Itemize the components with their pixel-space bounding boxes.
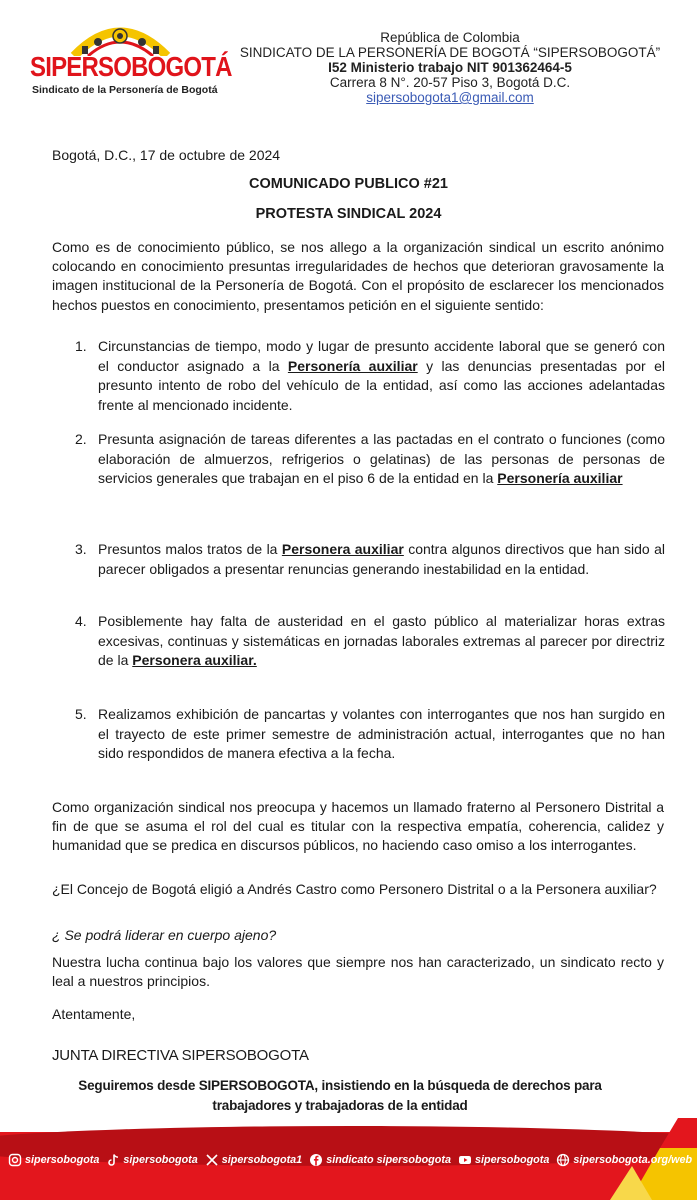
logo-tagline: Sindicato de la Personería de Bogotá <box>32 84 218 96</box>
list-item-number: 5. <box>75 706 87 722</box>
sipersobogota-logo <box>30 22 232 102</box>
sign-off: Atentamente, <box>52 1006 136 1022</box>
intro-paragraph: Como es de conocimiento público, se nos allego a la organización sindical un escrito anónimo colocando en conocimiento presuntas irregularidades de hechos que deterioran gravosamente la imagen institucional de la Personería de Bogotá. Con el propósito de esclarecer los mencionados hechos puestos en conocimiento, presentamos petición en el siguiente sentido: <box>52 239 664 313</box>
email-link[interactable]: sipersobogota1@gmail.com <box>366 90 534 105</box>
registration-line: I52 Ministerio trabajo NIT 901362464-5 <box>328 60 572 75</box>
list-item-text: Realizamos exhibición de pancartas y volantes con interrogantes que nos han surgido en el trayecto de este primer semestre de administración actual, interrogantes que no han sido respondidos de manera efectiva a la fecha. <box>98 706 665 762</box>
list-item-text: Presuntos malos tratos de la Personera auxiliar contra algunos directivos que han sido al parecer obligados a presentar renuncias generando inestabilidad en la entidad. <box>98 541 666 577</box>
closing-statement: Seguiremos desde SIPERSOBOGOTA, insistiendo en la búsqueda de derechos para trabajadores y trabajadoras de la entidad <box>78 1078 602 1113</box>
facebook-link[interactable]: sindicato sipersobogota <box>309 1153 451 1167</box>
facebook-icon <box>309 1153 323 1167</box>
list-item-number: 2. <box>75 431 87 447</box>
logo-wordmark: SIPERSOBOGOTÁ <box>30 52 232 84</box>
x-link[interactable]: sipersobogota1 <box>205 1153 302 1167</box>
list-item-text: Posiblemente hay falta de austeridad en el gasto público al materializar horas extras excesivas, continuas y sistemáticas en jornadas laborales extremas al parecer por directriz de la Personera auxiliar. <box>98 613 665 669</box>
concern-paragraph: Como organización sindical nos preocupa y hacemos un llamado fraterno al Personero Distrital a fin de que se asuma el rol del cual es titular con la respectiva empatía, coherencia, calidez y humanidad que se predica en discursos públicos, no haciendo caso omiso a los interrogantes. <box>52 799 664 854</box>
youtube-icon <box>458 1153 472 1167</box>
web-icon <box>556 1153 570 1167</box>
highlight-text: Personera auxiliar. <box>132 652 257 669</box>
youtube-link[interactable]: sipersobogota <box>458 1153 549 1167</box>
document-title: COMUNICADO PUBLICO #21 <box>249 176 448 192</box>
social-links <box>8 1153 693 1167</box>
union-name-line: SINDICATO DE LA PERSONERÍA DE BOGOTÁ “SIPERSOBOGOTÁ” <box>239 45 661 60</box>
address-line: Carrera 8 N°. 20-57 Piso 3, Bogotá D.C. <box>329 75 571 90</box>
list-item-number: 4. <box>75 613 87 629</box>
signature-block: JUNTA DIRECTIVA SIPERSOBOGOTA <box>52 1047 309 1064</box>
list-item-text: Presunta asignación de tareas diferentes a las pactadas en el contrato o funciones (como elaboración de almuerzos, refrigerios o gelatinas) de las personas de personas de servicios generales que trabajan en el piso 6 de la entidad en la Personería auxiliar <box>98 431 665 487</box>
x-icon <box>205 1153 219 1167</box>
list-item-number: 3. <box>75 541 87 557</box>
social-footer <box>0 1118 697 1200</box>
document-subtitle: PROTESTA SINDICAL 2024 <box>255 206 442 222</box>
tiktok-icon <box>106 1153 120 1167</box>
highlight-text: Personería auxiliar <box>497 470 623 487</box>
highlight-text: Personería auxiliar <box>287 357 418 374</box>
values-paragraph: Nuestra lucha continua bajo los valores que siempre nos han caracterizado, un sindicato recto y leal a nuestros principios. <box>52 954 664 990</box>
instagram-link[interactable]: sipersobogota <box>8 1153 99 1167</box>
country-line: República de Colombia <box>380 30 520 45</box>
rhetorical-question: ¿ Se podrá liderar en cuerpo ajeno? <box>52 927 277 943</box>
list-item-text: Circunstancias de tiempo, modo y lugar de presunto accidente laboral que se generó con el conductor asignado a la Personería auxiliar y las denuncias presentadas por el presunto intento de robo del vehículo de la entidad, así como las acciones adelantadas frente al mencionado incidente. <box>98 338 666 413</box>
letterhead-info <box>210 30 690 105</box>
logo-emblem-icon <box>68 22 173 56</box>
question-paragraph: ¿El Concejo de Bogotá eligió a Andrés Castro como Personero Distrital o a la Personera auxiliar? <box>52 881 657 897</box>
highlight-text: Personera auxiliar <box>281 541 404 557</box>
list-item-number: 1. <box>75 338 87 354</box>
website-link[interactable]: sipersobogota.org/web <box>556 1153 692 1167</box>
tiktok-link[interactable]: sipersobogota <box>106 1153 197 1167</box>
document-date: Bogotá, D.C., 17 de octubre de 2024 <box>52 147 281 163</box>
letterhead <box>0 0 697 120</box>
instagram-icon <box>8 1153 22 1167</box>
